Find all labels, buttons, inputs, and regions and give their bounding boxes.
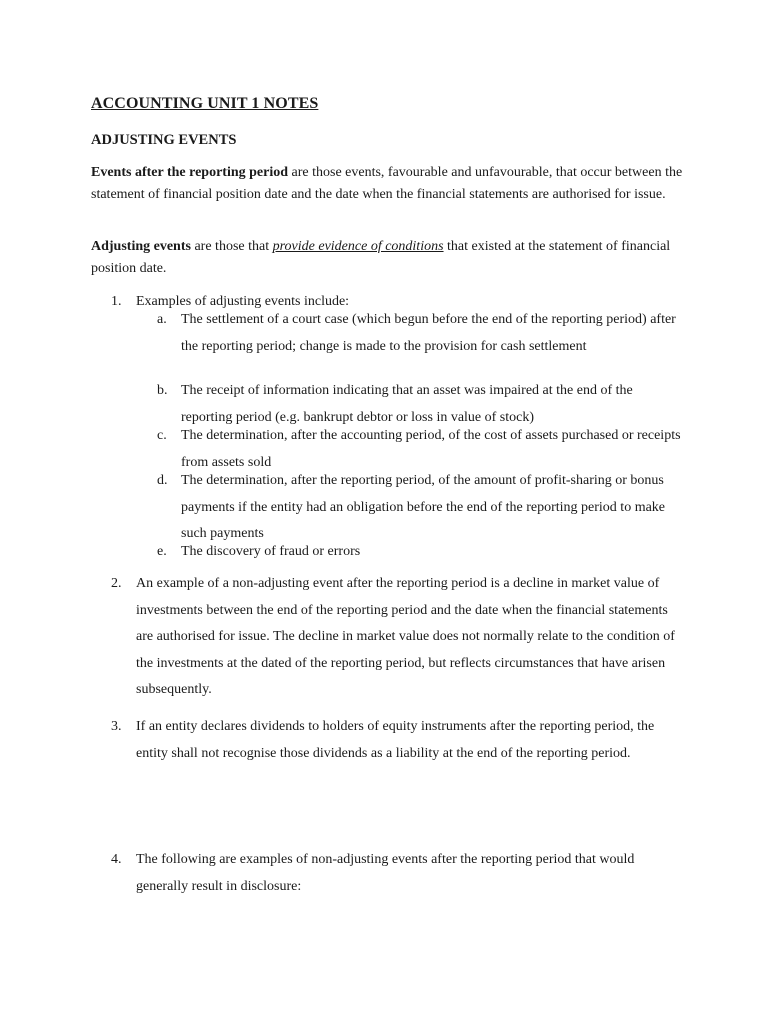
sublist-text: The receipt of information indicating that an asset was impaired at the end of the reporting period (e.g. bankrupt debtor or loss in value of stock) [181,383,633,425]
list-number: 3. [111,719,122,734]
sublist-letter: e. [157,544,167,559]
definition-text: are those events, favourable and unfavourable, that occur between the statement of financial position date and the date when the financial statements are authorised for issue. [91,165,683,202]
sublist-letter: a. [157,312,167,327]
list-number: 1. [111,294,122,309]
document-title: ACCOUNTING UNIT 1 NOTES [91,95,319,112]
sublist-letter: c. [157,428,167,443]
sublist-text: The determination, after the reporting period, of the amount of profit-sharing or bonus payments if the entity had an obligation before the end of the reporting period to make such payments [181,473,666,541]
definition-text-pre: are those that [190,239,273,254]
definition-text-post: that existed at the statement of financial position date. [91,239,671,276]
sublist-text: The discovery of fraud or errors [181,544,361,559]
term-adjusting-events: Adjusting events [91,239,191,254]
list-item-text: The following are examples of non-adjusting events after the reporting period that would generally result in disclosure: [136,852,635,894]
list-number: 2. [111,576,122,591]
section-heading: ADJUSTING EVENTS [91,132,237,148]
paragraph-adjusting-events [91,236,691,279]
sublist-text: The settlement of a court case (which begun before the end of the reporting period) after the reporting period; change is made to the provision for cash settlement [181,312,676,354]
list-item-text: Examples of adjusting events include: [136,294,350,309]
term-events-after-reporting: Events after the reporting period [91,165,289,180]
sublist-letter: d. [157,473,168,488]
sublist-letter: b. [157,383,168,398]
sublist-text: The determination, after the accounting period, of the cost of assets purchased or receipts from assets sold [181,428,681,470]
emphasis-text: provide evidence of conditions [272,239,444,254]
list-number: 4. [111,852,122,867]
list-item-text: An example of a non-adjusting event after the reporting period is a decline in market value of investments between the end of the reporting period and the date when the financial statements are authorised for issue. The decline in market value does not normally relate to the condition of the investments at the dated of the reporting period, but reflects circumstances that have arisen subsequently. [136,576,675,697]
list-item-text: If an entity declares dividends to holders of equity instruments after the reporting period, the entity shall not recognise those dividends as a liability at the end of the reporting period. [136,719,655,761]
paragraph-events-after-reporting [91,162,691,205]
